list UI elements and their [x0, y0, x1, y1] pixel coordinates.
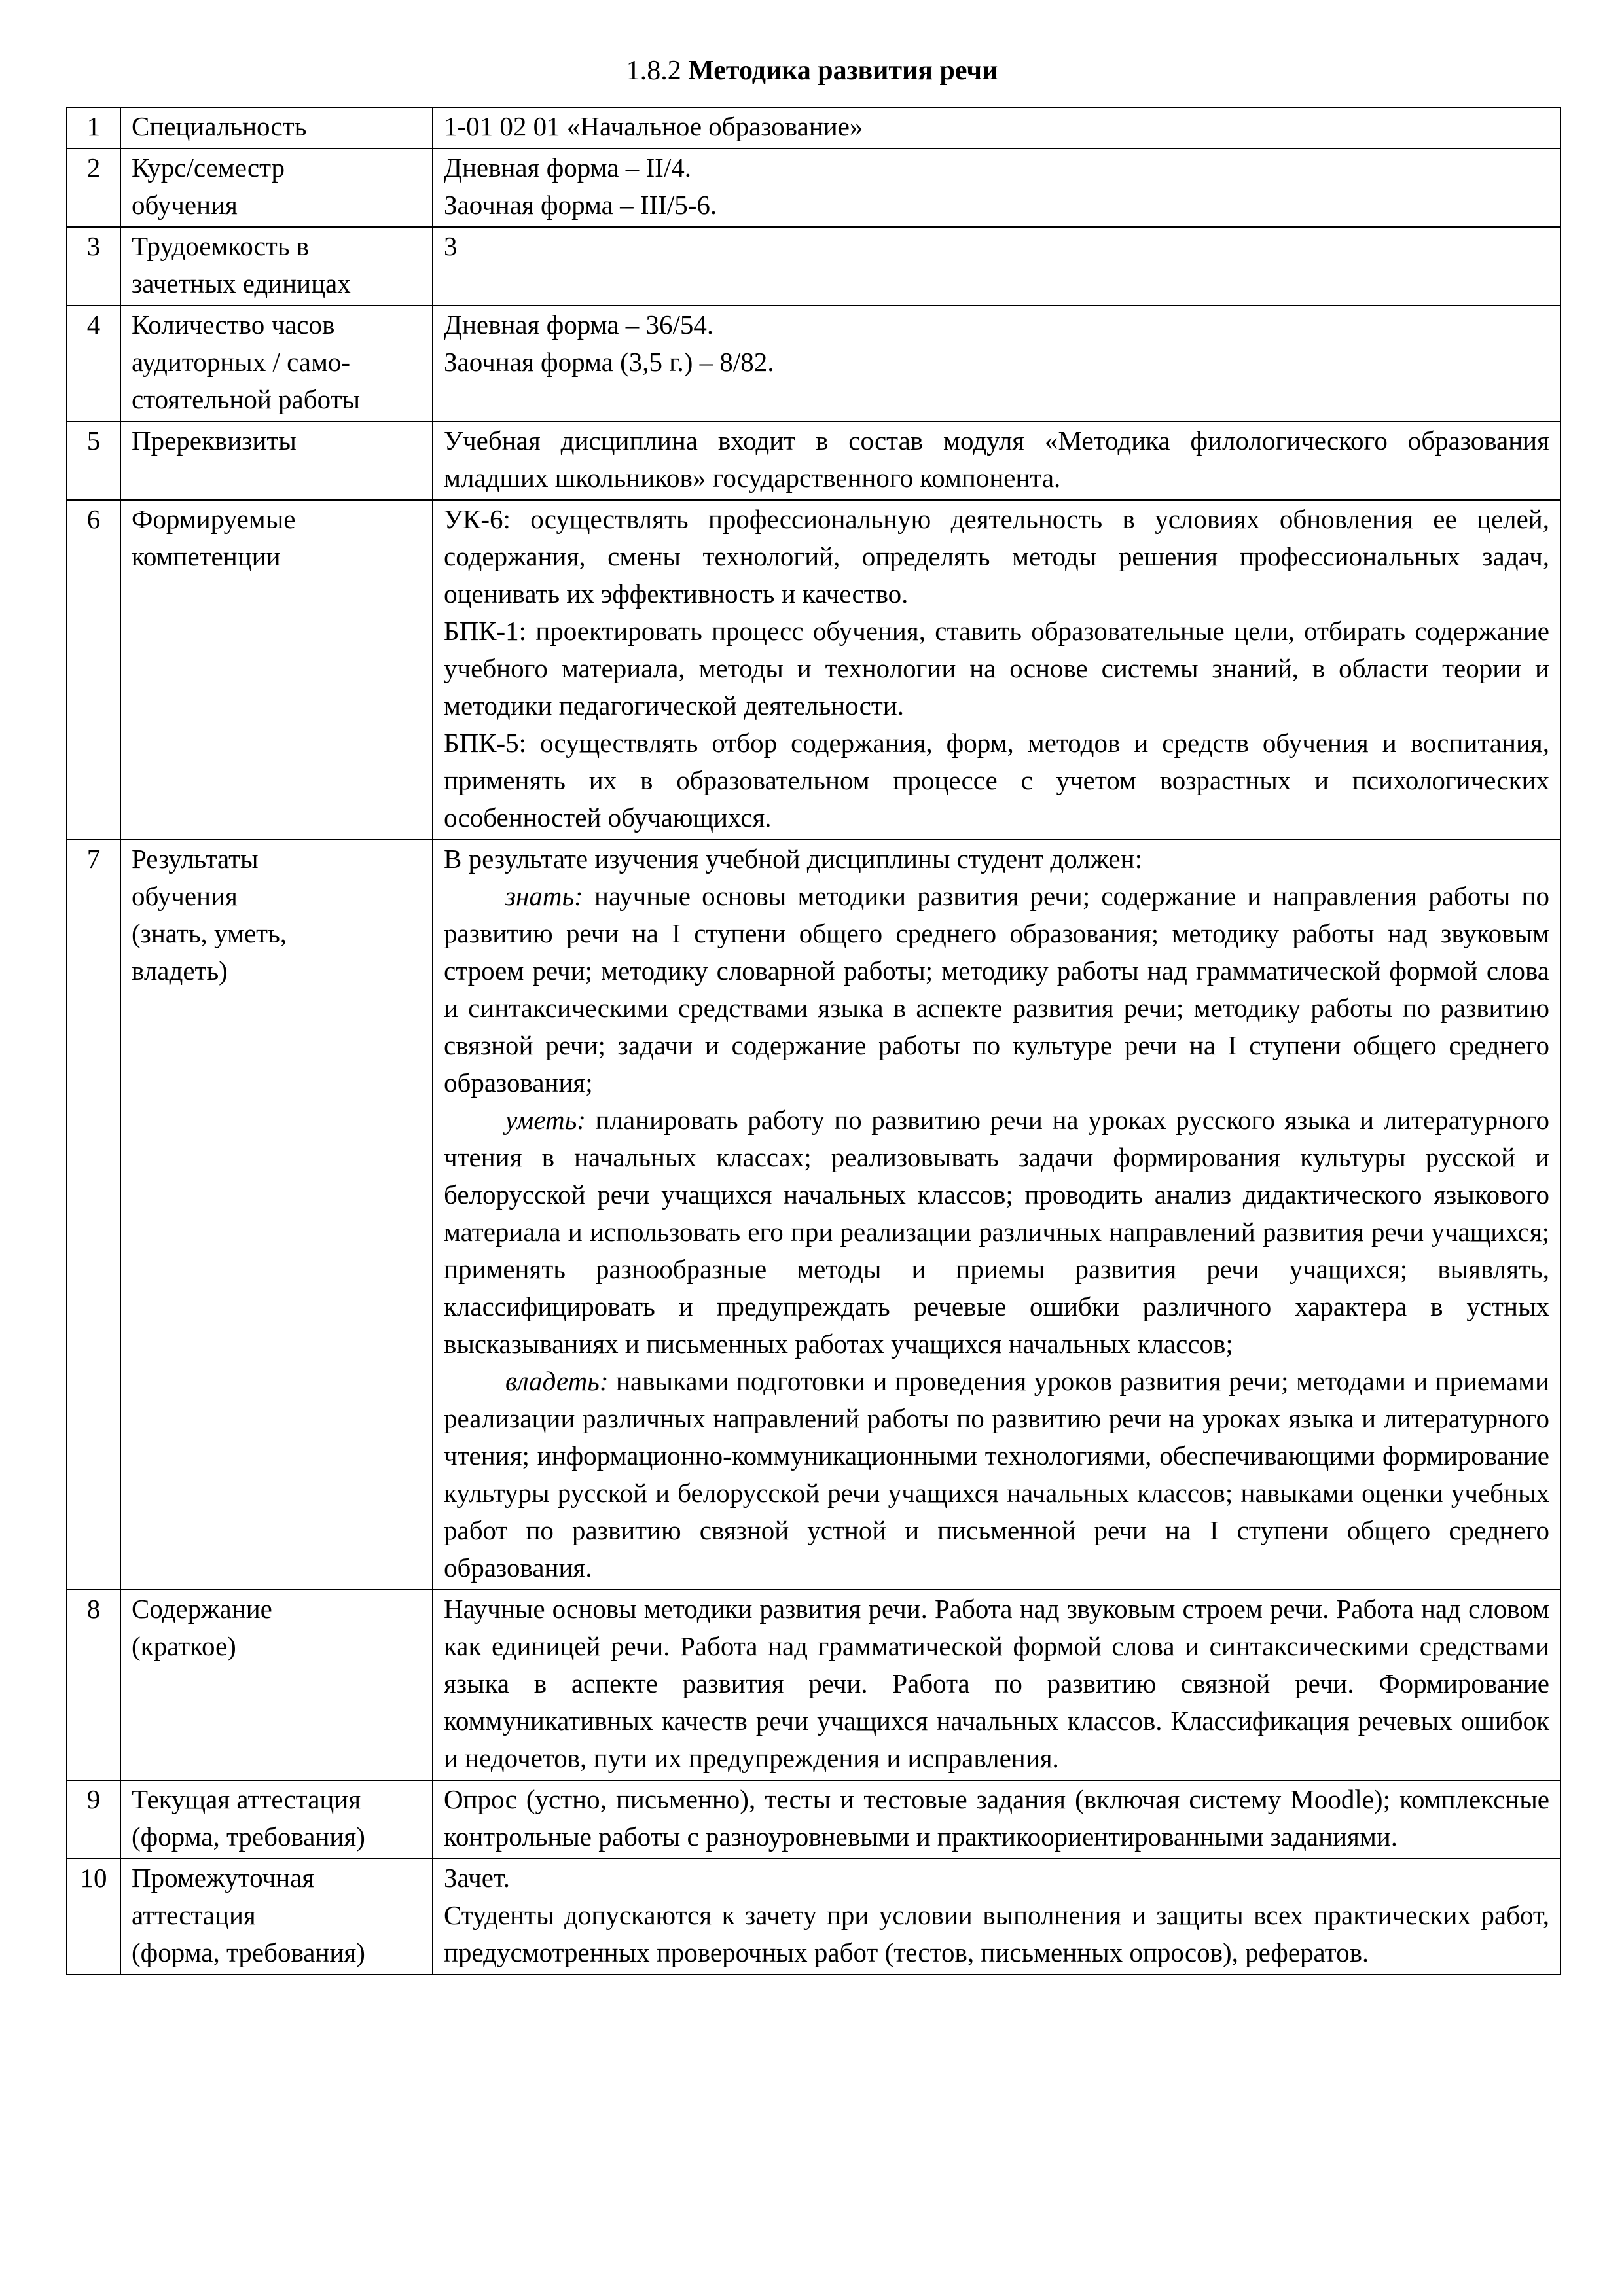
competence-bpk1: БПК-1: проектировать процесс обучения, ставить образовательные цели, отбирать содержание учебного материала, методы и технологии на основе системы знаний, в области теории и методики педагогической деятельности.	[444, 616, 1549, 721]
section-number: 1.8.2	[626, 56, 681, 86]
content-paragraph: Заочная форма – III/5-6.	[444, 190, 717, 220]
row-content	[433, 1780, 1561, 1859]
table-row	[67, 227, 1561, 306]
row-label	[120, 1590, 433, 1780]
row-number: 5	[67, 422, 120, 500]
row-number: 2	[67, 149, 120, 227]
row-content	[433, 1859, 1561, 1975]
table-row	[67, 422, 1561, 500]
row-label-line: Промежуточная	[132, 1863, 315, 1893]
row-content	[433, 107, 1561, 149]
row-number: 7	[67, 840, 120, 1590]
row-label-line: (знать, уметь,	[132, 918, 287, 948]
row-label-line: владеть)	[132, 956, 228, 986]
row-label	[120, 107, 433, 149]
row-number: 9	[67, 1780, 120, 1859]
row-label-line: Трудоемкость в	[132, 231, 310, 261]
row-content	[433, 1590, 1561, 1780]
row-label-line: Формируемые	[132, 504, 296, 534]
table-row	[67, 306, 1561, 422]
results-master	[444, 1363, 1549, 1587]
row-content	[433, 422, 1561, 500]
row-label	[120, 227, 433, 306]
row-label-line: Пререквизиты	[132, 425, 297, 456]
content-paragraph: Зачет.	[444, 1863, 510, 1893]
table-row	[67, 1859, 1561, 1975]
row-label-line: зачетных единицах	[132, 268, 351, 298]
row-label-line: (форма, требования)	[132, 1821, 365, 1852]
content-paragraph: Дневная форма – 36/54.	[444, 310, 714, 340]
results-master-text: навыками подготовки и проведения уроков развития речи; методами и приемами реализации различных направлений работы по развитию речи на уроках языка и литературного чтения; информационно-коммуникационными технологиями, обеспечивающими формирование культуры русской и белорусской речи учащихся начальных классов; навыками оценки учебных работ по развитию связной устной и письменной речи на I ступени общего среднего образования.	[444, 1366, 1549, 1583]
competence-bpk5: БПК-5: осуществлять отбор содержания, форм, методов и средств обучения и воспитания, применять их в образовательном процессе с учетом возрастных и психологических особенностей обучающихся.	[444, 728, 1549, 833]
row-label	[120, 149, 433, 227]
content-paragraph: 3	[444, 231, 458, 261]
row-content	[433, 840, 1561, 1590]
row-label-line: аудиторных / само-	[132, 347, 351, 377]
page-title	[0, 52, 1624, 89]
row-label	[120, 1859, 433, 1975]
row-label-line: аттестация	[132, 1900, 256, 1930]
content-paragraph: 1-01 02 01 «Начальное образование»	[444, 111, 863, 141]
table-row	[67, 107, 1561, 149]
results-intro: В результате изучения учебной дисциплины студент должен:	[444, 844, 1142, 874]
row-content	[433, 149, 1561, 227]
row-label	[120, 500, 433, 840]
results-can	[444, 1102, 1549, 1363]
row-label-line: Результаты	[132, 844, 259, 874]
row-label	[120, 422, 433, 500]
results-know	[444, 878, 1549, 1102]
row-label-line: Специальность	[132, 111, 307, 141]
section-name: Методика развития речи	[688, 56, 998, 86]
table-row	[67, 500, 1561, 840]
row-label-line: стоятельной работы	[132, 384, 361, 414]
content-paragraph: Научные основы методики развития речи. Работа над звуковым строем речи. Работа над словом как единицей речи. Работа над грамматической формой слова и синтаксическими средствами языка в аспекте развития речи. Работа по развитию связной речи. Формирование коммуникативных качеств речи учащихся начальных классов. Классификация речевых ошибок и недочетов, пути их предупреждения и исправления.	[444, 1594, 1549, 1773]
row-content	[433, 306, 1561, 422]
row-label-line: (форма, требования)	[132, 1937, 365, 1967]
row-content	[433, 500, 1561, 840]
row-number: 6	[67, 500, 120, 840]
row-label-line: Содержание	[132, 1594, 272, 1624]
row-content	[433, 227, 1561, 306]
content-paragraph: Заочная форма (3,5 г.) – 8/82.	[444, 347, 774, 377]
row-label	[120, 840, 433, 1590]
results-can-text: планировать работу по развитию речи на уроках русского языка и литературного чтения в начальных классах; реализовывать задачи формирования культуры русской и белорусской речи учащихся начальных классов; проводить анализ дидактического языкового материала и использовать его при реализации различных направлений развития речи учащихся; применять разнообразные методы и приемы развития речи учащихся; выявлять, классифицировать и предупреждать речевые ошибки различного характера в устных высказываниях и письменных работах учащихся начальных классов;	[444, 1105, 1549, 1359]
keyword-can: уметь:	[505, 1105, 586, 1135]
row-number: 8	[67, 1590, 120, 1780]
content-paragraph: Студенты допускаются к зачету при условии выполнения и защиты всех практических работ, предусмотренных проверочных работ (тестов, письменных опросов), рефератов.	[444, 1900, 1549, 1967]
row-label-line: обучения	[132, 190, 238, 220]
row-label-line: Курс/семестр	[132, 152, 285, 183]
discipline-info-table	[66, 107, 1561, 1975]
content-paragraph: Дневная форма – II/4.	[444, 152, 691, 183]
row-label-line: компетенции	[132, 541, 281, 571]
table-row	[67, 840, 1561, 1590]
row-label-line: (краткое)	[132, 1631, 236, 1661]
content-paragraph: Учебная дисциплина входит в состав модуля «Методика филологического образования младших школьников» государственного компонента.	[444, 425, 1549, 493]
keyword-master: владеть:	[505, 1366, 609, 1396]
row-label-line: Количество часов	[132, 310, 335, 340]
table-row	[67, 149, 1561, 227]
row-label-line: обучения	[132, 881, 238, 911]
row-number: 3	[67, 227, 120, 306]
row-number: 1	[67, 107, 120, 149]
row-number: 4	[67, 306, 120, 422]
row-label	[120, 1780, 433, 1859]
table-row	[67, 1780, 1561, 1859]
competence-uk6: УК-6: осуществлять профессиональную деятельность в условиях обновления ее целей, содержания, смены технологий, определять методы решения профессиональных задач, оценивать их эффективность и качество.	[444, 504, 1549, 609]
results-know-text: научные основы методики развития речи; содержание и направления работы по развитию речи на I ступени общего среднего образования; методику работы над звуковым строем речи; методику словарной работы; методику работы над грамматической формой слова и синтаксическими средствами языка в аспекте развития речи; методику работы по развитию связной речи; задачи и содержание работы по культуре речи на I ступени общего среднего образования;	[444, 881, 1549, 1098]
keyword-know: знать:	[505, 881, 583, 911]
row-number: 10	[67, 1859, 120, 1975]
content-paragraph: Опрос (устно, письменно), тесты и тестовые задания (включая систему Moodle); комплексные контрольные работы с разноуровневыми и практикоориентированными заданиями.	[444, 1784, 1549, 1852]
row-label-line: Текущая аттестация	[132, 1784, 361, 1814]
table-row	[67, 1590, 1561, 1780]
row-label	[120, 306, 433, 422]
